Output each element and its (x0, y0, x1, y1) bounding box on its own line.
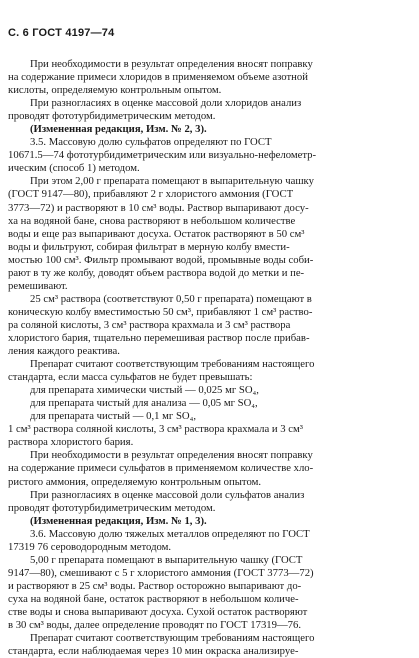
text-line: При необходимости в результат определения вносят поправку (30, 58, 313, 70)
text-line: ристого аммония, определяемую контрольным опытом. (8, 475, 262, 488)
text-line: ления каждого реактива. (8, 345, 120, 358)
text-line: и растворяют в 25 см³ воды. Раствор осторожно выпаривают до- (8, 579, 302, 592)
text-line: 10671.5—74 фототурбидиметрическим или визуально-нефелометр- (8, 149, 317, 162)
text-line: проводят фототурбидиметрическим методом. (8, 110, 216, 123)
revision-note-line: (Измененная редакция, Изм. № 2, 3). (30, 123, 207, 136)
text-line: 5,00 г препарата помещают в выпарительную чашку (ГОСТ (30, 553, 303, 566)
text-line: При разногласиях в оценке массовой доли сульфатов анализ (30, 488, 305, 501)
text-line: кислоты, определяемую контрольным опытом. (8, 84, 222, 97)
text-line: 9147—80), смешивают с 5 г хлористого аммония (ГОСТ 3773—72) (8, 566, 314, 579)
page-header: С. 6 ГОСТ 4197—74 (8, 27, 115, 39)
text-line: стандарта, если масса сульфатов не будет превышать: (8, 371, 253, 384)
text-line: рают в ту же колбу, доводят объем раствора водой до метки и пе- (8, 266, 305, 279)
revision-note-line: (Измененная редакция, Изм. № 1, 3). (30, 514, 207, 527)
text-line: ическим (способ 1) методом. (8, 162, 140, 175)
text-line: раствора хлористого бария. (8, 436, 134, 449)
text-line: При разногласиях в оценке массовой доли хлоридов анализ (30, 97, 302, 110)
text-line: на содержание примеси сульфатов в применяемом количестве хло- (8, 462, 314, 475)
text-line: (ГОСТ 9147—80), прибавляют 2 г хлористого аммония (ГОСТ (8, 188, 294, 201)
text-line: стандарта, если наблюдаемая через 10 мин окраска анализируе- (8, 645, 299, 658)
text-line: мостью 100 см³. Фильтр промывают водой, промывные воды соби- (8, 253, 314, 266)
text-line: стве воды и снова выпаривают досуха. Сухой остаток растворяют (8, 605, 308, 618)
text-line: Препарат считают соответствующим требованиям настоящего (30, 358, 315, 371)
text-line: коническую колбу вместимостью 50 см³, прибавляют 1 см³ раство- (8, 305, 313, 318)
text-line: в 30 см³ воды, далее определение проводят по ГОСТ 17319—76. (8, 619, 302, 632)
text-line: Препарат считают соответствующим требованиям настоящего (30, 632, 315, 645)
text-line: ра соляной кислоты, 3 см³ раствора крахмала и 3 см³ раствора (8, 318, 291, 331)
text-line: для препарата химически чистый — 0,025 мг SO₄, (30, 384, 259, 397)
text-line: суха на водяной бане, остаток растворяют в небольшом количе- (8, 592, 299, 605)
text-line: При этом 2,00 г препарата помещают в выпарительную чашку (30, 175, 314, 188)
text-line: хлористого бария, тщательно перемешивая раствор после прибав- (8, 331, 310, 344)
document-body (8, 58, 408, 658)
text-line: для препарата чистый — 0,1 мг SO₄, (30, 410, 197, 423)
text-line: воды и фильтруют, собирая фильтрат в мерную колбу вмести- (8, 240, 290, 253)
text-line: для препарата чистый для анализа — 0,05 мг SO₄, (30, 397, 258, 410)
text-line: 25 см³ раствора (соответствуют 0,50 г препарата) помещают в (30, 292, 312, 305)
text-line: 3773—72) и растворяют в 10 см³ воды. Раствор выпаривают досу- (8, 201, 309, 214)
text-line: воды и еще раз выпаривают досуха. Остаток растворяют в 50 см³ (8, 227, 305, 240)
text-line: 3.5. Массовую долю сульфатов определяют по ГОСТ (30, 136, 272, 149)
text-line: 3.6. Массовую долю тяжелых металлов определяют по ГОСТ (30, 527, 310, 540)
text-line: 17319 76 сероводородным методом. (8, 540, 172, 553)
text-line: При необходимости в результат определения вносят поправку (30, 449, 313, 462)
text-line: 1 см³ раствора соляной кислоты, 3 см³ раствора крахмала и 3 см³ (8, 423, 304, 436)
text-line: на содержание примеси хлоридов в применяемом объеме азотной (8, 71, 308, 84)
text-line: проводят фототурбидиметрическим методом. (8, 501, 216, 514)
text-line: ремешивают. (8, 279, 68, 292)
text-line: ха на водяной бане, снова растворяют в небольшом количестве (8, 214, 296, 227)
